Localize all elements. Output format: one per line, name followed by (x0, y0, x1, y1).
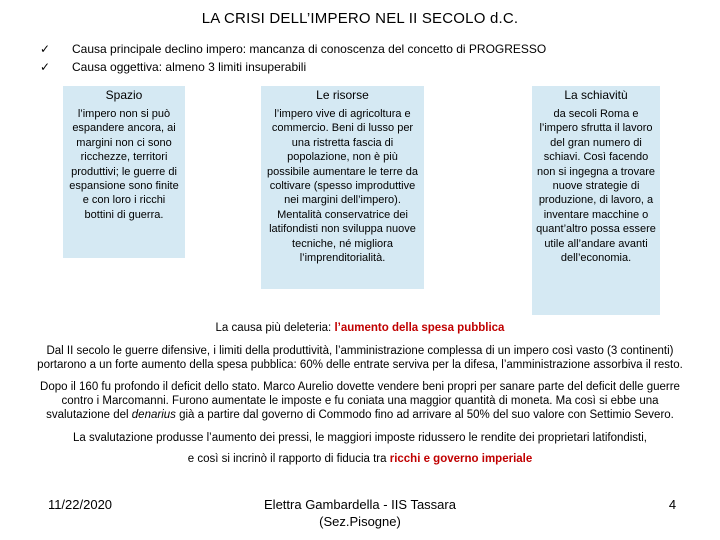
bullet-item (40, 58, 546, 76)
box-schiavitu (532, 86, 660, 315)
paragraph-svalutazione: La svalutazione produsse l’aumento dei pressi, le maggiori imposte ridussero le rendite dei proprietari latifondisti, (72, 432, 648, 444)
box-spazio (63, 86, 185, 258)
denarius-term: denarius (131, 409, 176, 421)
box-text: da secoli Roma e l’impero sfrutta il lavoro del gran numero di schiavi. Così facendo non si ingegna a trovare nuove strategie di produzione, di lavoro, a inventare macchine o quant’altro possa essere utile all’andare avanti dell’economia. (536, 108, 656, 265)
box-risorse (261, 86, 424, 289)
box-heading: La schiavitù (564, 88, 628, 102)
checkmark-icon: ✓ (40, 60, 51, 74)
bullet-text: Causa oggettiva: almeno 3 limiti insuperabili (72, 60, 307, 74)
causa-prefix: La causa più deleteria: (215, 322, 335, 334)
box-heading: Le risorse (316, 88, 369, 102)
footer-author-line2: (Sez.Pisogne) (319, 514, 401, 529)
bullet-item (40, 40, 546, 58)
paragraph-fiducia (0, 452, 720, 466)
box-heading: Spazio (105, 88, 143, 102)
box-text: l’impero vive di agricoltura e commercio. Beni di lusso per una ristretta fascia di popolazione, non è più possibile aumentare le terre da coltivare (spesso improduttive nei margini dell’impero). Mentalità conservatrice dei latifondisti non sviluppa nuove tecniche, né migliora l’imprenditorialità. (266, 108, 419, 265)
fiducia-highlight: ricchi e governo imperiale (389, 453, 533, 465)
causa-line (0, 321, 720, 335)
causa-highlight: l’aumento della spesa pubblica (334, 322, 505, 334)
box-text: l’impero non si può espandere ancora, ai margini non ci sono ricchezze, territori produttivi; le guerre di espansione sono finite e con loro i ricchi bottini di guerra. (69, 108, 179, 221)
bullet-list (40, 40, 546, 76)
footer-date: 11/22/2020 (47, 497, 113, 512)
bullet-text: Causa principale declino impero: mancanza di conoscenza del concetto di PROGRESSO (72, 42, 547, 56)
footer-author-line1: Elettra Gambardella - IIS Tassara (264, 497, 456, 512)
deficit-text-1: Dopo il 160 fu profondo il deficit dello stato. Marco Aurelio dovette vendere beni propri per sanare parte del deficit delle guerre contro i Marcomanni. Furono aumentate le imposte e fu coniata una maggior quantità di moneta. Ma così si ebbe una svalutazione del (40, 381, 680, 421)
deficit-text-2: già a partire dal governo di Commodo fino ad arrivare al 50% del suo valore con Settimio Severo. (175, 409, 674, 421)
paragraph-deficit (28, 380, 692, 422)
page-number: 4 (668, 497, 677, 512)
page-title: LA CRISI DELL’IMPERO NEL II SECOLO d.C. (201, 10, 519, 27)
checkmark-icon: ✓ (40, 42, 51, 56)
footer-author (230, 496, 490, 530)
paragraph-spesa: Dal II secolo le guerre difensive, i limiti della produttività, l’amministrazione complessa di un impero così vasto (3 continenti) portarono a un forte aumento della spesa pubblica: 60% delle entrate serviva per la difesa, l’amministrazione assorbiva il resto. (37, 345, 683, 371)
fiducia-prefix: e così si incrinò il rapporto di fiducia tra (187, 453, 390, 465)
